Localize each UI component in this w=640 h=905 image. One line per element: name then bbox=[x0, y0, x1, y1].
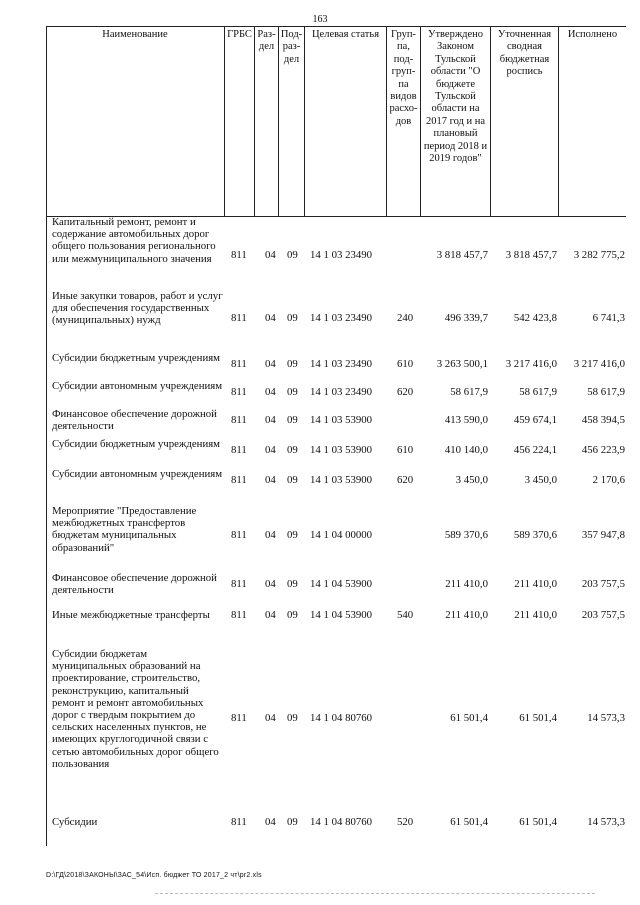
row-vr: 520 bbox=[397, 816, 414, 828]
row-target: 14 1 04 53900 bbox=[310, 578, 373, 590]
row-refined: 61 501,4 bbox=[519, 712, 557, 724]
row-executed: 203 757,5 bbox=[581, 578, 625, 590]
row-target: 14 1 03 53900 bbox=[310, 444, 373, 456]
row-approved: 3 818 457,7 bbox=[436, 249, 488, 261]
row-razdel: 04 bbox=[265, 712, 276, 724]
row-target: 14 1 03 53900 bbox=[310, 474, 373, 486]
row-approved: 496 339,7 bbox=[444, 312, 488, 324]
row-refined: 456 224,1 bbox=[513, 444, 557, 456]
row-grbs: 811 bbox=[231, 816, 247, 828]
row-name: Финансовое обеспечение дорожной деятельности bbox=[52, 408, 217, 433]
header-executed: Исполнено bbox=[558, 27, 626, 216]
row-podrazdel: 09 bbox=[287, 358, 298, 370]
row-podrazdel: 09 bbox=[287, 414, 298, 426]
header-podrazdel: Под-раз-дел bbox=[278, 27, 304, 216]
row-refined: 3 450,0 bbox=[524, 474, 557, 486]
row-vr: 610 bbox=[397, 358, 414, 370]
row-approved: 61 501,4 bbox=[450, 816, 488, 828]
row-grbs: 811 bbox=[231, 414, 247, 426]
row-razdel: 04 bbox=[265, 386, 276, 398]
row-grbs: 811 bbox=[231, 249, 247, 261]
row-grbs: 811 bbox=[231, 578, 247, 590]
page-number: 163 bbox=[312, 14, 328, 25]
row-executed: 357 947,8 bbox=[581, 529, 625, 541]
row-razdel: 04 bbox=[265, 578, 276, 590]
row-razdel: 04 bbox=[265, 358, 276, 370]
row-podrazdel: 09 bbox=[287, 816, 298, 828]
row-name: Субсидии автономным учреждениям bbox=[52, 380, 223, 392]
row-name: Мероприятие "Предоставление межбюджетных трансфертов бюджетам муниципальных образований" bbox=[52, 505, 197, 554]
row-razdel: 04 bbox=[265, 474, 276, 486]
row-grbs: 811 bbox=[231, 609, 247, 621]
row-approved: 3 450,0 bbox=[455, 474, 488, 486]
table-header bbox=[46, 26, 626, 217]
row-target: 14 1 04 53900 bbox=[310, 609, 373, 621]
row-vr: 620 bbox=[397, 474, 414, 486]
header-razdel: Раз-дел bbox=[254, 27, 278, 216]
row-podrazdel: 09 bbox=[287, 578, 298, 590]
row-razdel: 04 bbox=[265, 529, 276, 541]
row-approved: 589 370,6 bbox=[444, 529, 488, 541]
row-refined: 58 617,9 bbox=[519, 386, 557, 398]
row-vr: 620 bbox=[397, 386, 414, 398]
row-grbs: 811 bbox=[231, 712, 247, 724]
row-refined: 3 217 416,0 bbox=[505, 358, 557, 370]
row-podrazdel: 09 bbox=[287, 529, 298, 541]
row-target: 14 1 04 80760 bbox=[310, 816, 373, 828]
header-target: Целевая статья bbox=[304, 27, 386, 216]
row-grbs: 811 bbox=[231, 529, 247, 541]
row-name: Иные закупки товаров, работ и услуг для обеспечения государственных (муниципальных) нужд bbox=[52, 290, 223, 327]
row-refined: 459 674,1 bbox=[513, 414, 557, 426]
row-name: Капитальный ремонт, ремонт и содержание автомобильных дорог общего пользования регионального или межмуниципального значения bbox=[52, 216, 216, 265]
row-grbs: 811 bbox=[231, 358, 247, 370]
row-name: Субсидии bbox=[52, 816, 98, 828]
row-vr: 540 bbox=[397, 609, 414, 621]
row-razdel: 04 bbox=[265, 816, 276, 828]
row-target: 14 1 03 23490 bbox=[310, 249, 373, 261]
row-name: Финансовое обеспечение дорожной деятельности bbox=[52, 572, 217, 597]
header-name: Наименование bbox=[102, 29, 168, 40]
row-grbs: 811 bbox=[231, 386, 247, 398]
row-refined: 211 410,0 bbox=[514, 578, 557, 590]
row-grbs: 811 bbox=[231, 444, 247, 456]
row-target: 14 1 03 23490 bbox=[310, 358, 373, 370]
row-executed: 456 223,9 bbox=[581, 444, 625, 456]
row-podrazdel: 09 bbox=[287, 312, 298, 324]
row-razdel: 04 bbox=[265, 414, 276, 426]
row-name: Иные межбюджетные трансферты bbox=[52, 609, 210, 621]
row-executed: 203 757,5 bbox=[581, 609, 625, 621]
row-razdel: 04 bbox=[265, 249, 276, 261]
row-vr: 610 bbox=[397, 444, 414, 456]
row-grbs: 811 bbox=[231, 312, 247, 324]
row-executed: 458 394,5 bbox=[581, 414, 625, 426]
row-approved: 3 263 500,1 bbox=[436, 358, 488, 370]
row-podrazdel: 09 bbox=[287, 609, 298, 621]
row-name: Субсидии бюджетным учреждениям bbox=[52, 438, 221, 450]
row-razdel: 04 bbox=[265, 312, 276, 324]
row-approved: 211 410,0 bbox=[445, 578, 488, 590]
header-grbs: ГРБС bbox=[224, 27, 254, 216]
row-target: 14 1 04 00000 bbox=[310, 529, 373, 541]
row-refined: 3 818 457,7 bbox=[505, 249, 557, 261]
row-executed: 3 217 416,0 bbox=[573, 358, 625, 370]
row-executed: 6 741,3 bbox=[592, 312, 625, 324]
row-approved: 410 140,0 bbox=[444, 444, 488, 456]
row-executed: 58 617,9 bbox=[587, 386, 625, 398]
row-podrazdel: 09 bbox=[287, 386, 298, 398]
file-path: D:\ГД\2018\ЗАКОНЫ\ЗАС_54\Исп. бюджет ТО 2017_2 чт\pr2.xls bbox=[46, 872, 262, 879]
row-razdel: 04 bbox=[265, 444, 276, 456]
row-refined: 589 370,6 bbox=[513, 529, 557, 541]
row-refined: 61 501,4 bbox=[519, 816, 557, 828]
row-approved: 413 590,0 bbox=[444, 414, 488, 426]
table-left-border bbox=[46, 26, 47, 846]
row-target: 14 1 04 80760 bbox=[310, 712, 373, 724]
header-approved: Утверждено Законом Тульской области "О бюджете Тульской области на 2017 год и на плановый период 2018 и 2019 годов" bbox=[420, 27, 490, 216]
row-name: Субсидии автономным учреждениям bbox=[52, 468, 223, 480]
scan-artifact bbox=[155, 893, 595, 895]
row-grbs: 811 bbox=[231, 474, 247, 486]
header-vr: Груп-па, под-груп-па видов расхо-дов bbox=[386, 27, 420, 216]
header-refined: Уточненная сводная бюджетная роспись bbox=[490, 27, 558, 216]
row-refined: 542 423,8 bbox=[513, 312, 557, 324]
row-approved: 211 410,0 bbox=[445, 609, 488, 621]
row-executed: 14 573,3 bbox=[587, 816, 625, 828]
row-vr: 240 bbox=[397, 312, 414, 324]
row-podrazdel: 09 bbox=[287, 712, 298, 724]
row-podrazdel: 09 bbox=[287, 249, 298, 261]
row-approved: 58 617,9 bbox=[450, 386, 488, 398]
row-approved: 61 501,4 bbox=[450, 712, 488, 724]
row-podrazdel: 09 bbox=[287, 444, 298, 456]
row-executed: 3 282 775,2 bbox=[573, 249, 625, 261]
row-refined: 211 410,0 bbox=[514, 609, 557, 621]
row-executed: 14 573,3 bbox=[587, 712, 625, 724]
row-name: Субсидии бюджетным учреждениям bbox=[52, 352, 221, 364]
row-target: 14 1 03 53900 bbox=[310, 414, 373, 426]
row-target: 14 1 03 23490 bbox=[310, 312, 373, 324]
row-podrazdel: 09 bbox=[287, 474, 298, 486]
row-razdel: 04 bbox=[265, 609, 276, 621]
row-target: 14 1 03 23490 bbox=[310, 386, 373, 398]
row-name: Субсидии бюджетам муниципальных образований на проектирование, строительство, реконструкцию, капитальный ремонт и ремонт автомобильных дорог с твердым покрытием до сельских населенных пунктов, не имеющих круглогодичной связи с сетью автомобильных дорог общего пользования bbox=[52, 648, 219, 770]
row-executed: 2 170,6 bbox=[592, 474, 625, 486]
